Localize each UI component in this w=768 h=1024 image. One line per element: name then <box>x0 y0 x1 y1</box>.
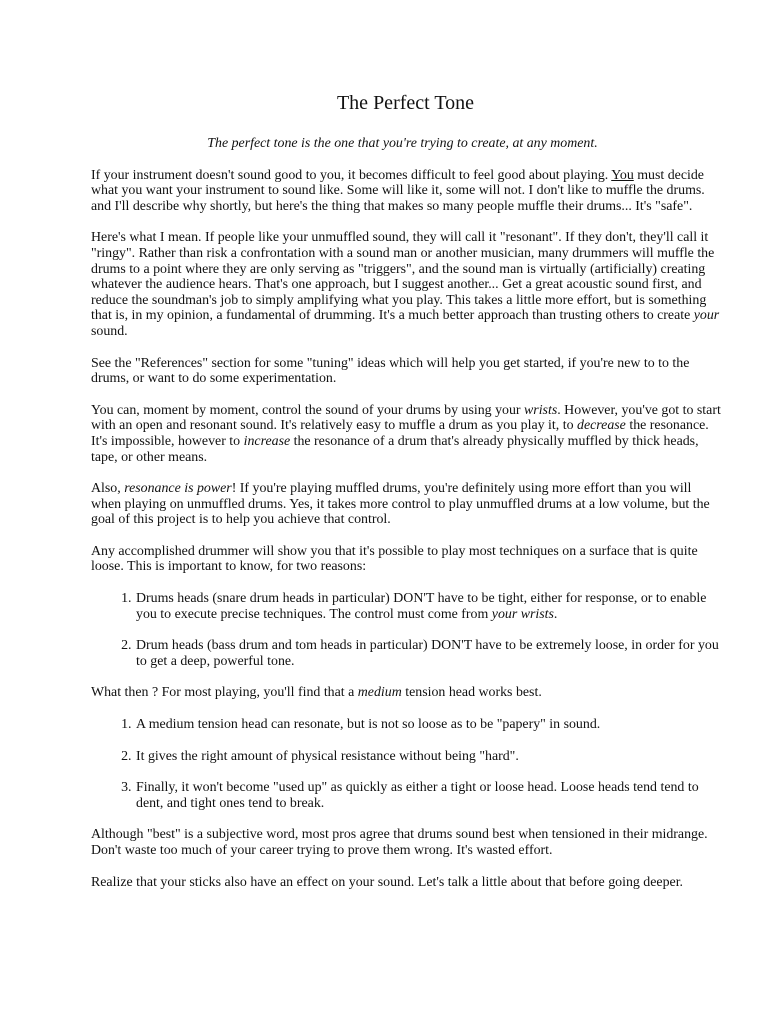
paragraph-accomplished-drummer: Any accomplished drummer will show you that it's possible to play most techniques on a surface that is quite loose. This is important to know, for two reasons: <box>91 543 698 575</box>
emphasis-wrists: wrists <box>524 402 558 418</box>
paragraph-what-then <box>91 685 724 701</box>
paragraph-best: Although "best" is a subjective word, most pros agree that drums sound best when tensioned in their midrange. Don't waste too much of your career trying to prove them wrong. It's wasted effort. <box>91 827 708 858</box>
list-item: 1. A medium tension head can resonate, but is not so loose as to be "papery" in sound. <box>135 717 724 733</box>
text-run: ! If you're playing muffled drums, you're definitely using more effort than you will when playing on unmuffled drums. Yes, it takes more control to play unmuffled drums at a low volume, but the goal of this project is to help you achieve that control. <box>91 481 710 528</box>
paragraph-sticks: Realize that your sticks also have an effect on your sound. Let's talk a little about that before going deeper. <box>91 874 684 890</box>
text-run: Here's what I mean. If people like your unmuffled sound, they will call it "resonant". If they don't, they'll call it "ringy". Rather than risk a confrontation with a sound man or another musician, many drummers will muffle the drums to a point where they are only serving as "triggers", and the sound man is virtually (artificially) creating whatever the audience hears. That's one approach, but I suggest another... Get a great acoustic sound first, and reduce the soundman's job to simply amplifying what you play. This takes a little more effort, but is something that is, in my opinion, a fundamental of drumming. It's a much better approach than trusting others to create <box>91 230 715 324</box>
emphasis-your: your <box>693 308 720 324</box>
paragraph-wrists <box>91 403 724 465</box>
list-item: 2. Drum heads (bass drum and tom heads in particular) DON'T have to be extremely loose, in order for you to get a deep, powerful tone. <box>135 638 724 669</box>
emphasis-decrease: decrease <box>577 418 626 434</box>
text-run: the resonance of a drum that's already physically muffled by thick heads, tape, or other means. <box>91 433 699 465</box>
text-run: What then ? For most playing, you'll find that a <box>91 685 358 701</box>
text-run: tension head works best. <box>401 685 542 701</box>
text-run: the resonance. It's impossible, however to <box>91 418 709 449</box>
subtitle: The perfect tone is the one that you're trying to create, at any moment. <box>207 136 598 151</box>
medium-tension-list <box>91 717 724 811</box>
text-run: must decide what you want your instrument to sound like. Some will like it, some will not. I don't like to muffle the drums. and I'll describe why shortly, but here's the thing that makes so many people muffle their drums... It's "safe". <box>91 167 705 214</box>
emphasis-your-wrists: your wrists <box>491 606 554 622</box>
paragraph-resonance-power <box>91 481 724 528</box>
paragraph-resonant <box>91 230 724 339</box>
text-run: Drums heads (snare drum heads in particular) DON'T have to be tight, either for response, or to enable you to execute precise techniques. The control must come from <box>136 591 707 622</box>
text-run: . <box>553 606 558 622</box>
paragraph-intro <box>91 168 724 215</box>
list-item: 3. Finally, it won't become "used up" as quickly as either a tight or loose head. Loose heads tend tend to dent, and tight ones tend to break. <box>135 780 724 811</box>
text-run: . However, you've got to start with an open and resonant sound. It's relatively easy to muffle a drum as you play it, to <box>91 402 721 434</box>
reasons-list <box>91 591 724 669</box>
underlined-you: You <box>611 167 634 183</box>
text-run: If your instrument doesn't sound good to you, it becomes difficult to feel good about playing. <box>91 167 612 183</box>
list-item <box>135 591 724 622</box>
list-item: 2. It gives the right amount of physical resistance without being "hard". <box>135 749 724 765</box>
paragraph-references: See the "References" section for some "tuning" ideas which will help you get started, if you're new to to the drums, or want to do some experimentation. <box>91 355 690 387</box>
text-run: You can, moment by moment, control the sound of your drums by using your <box>91 402 525 418</box>
emphasis-increase: increase <box>243 433 291 449</box>
emphasis-resonance-is-power: resonance is power <box>124 481 232 497</box>
text-run: Also, <box>91 481 125 497</box>
page-title: The Perfect Tone <box>336 92 475 114</box>
emphasis-medium: medium <box>357 685 402 701</box>
text-run: sound. <box>91 323 128 339</box>
